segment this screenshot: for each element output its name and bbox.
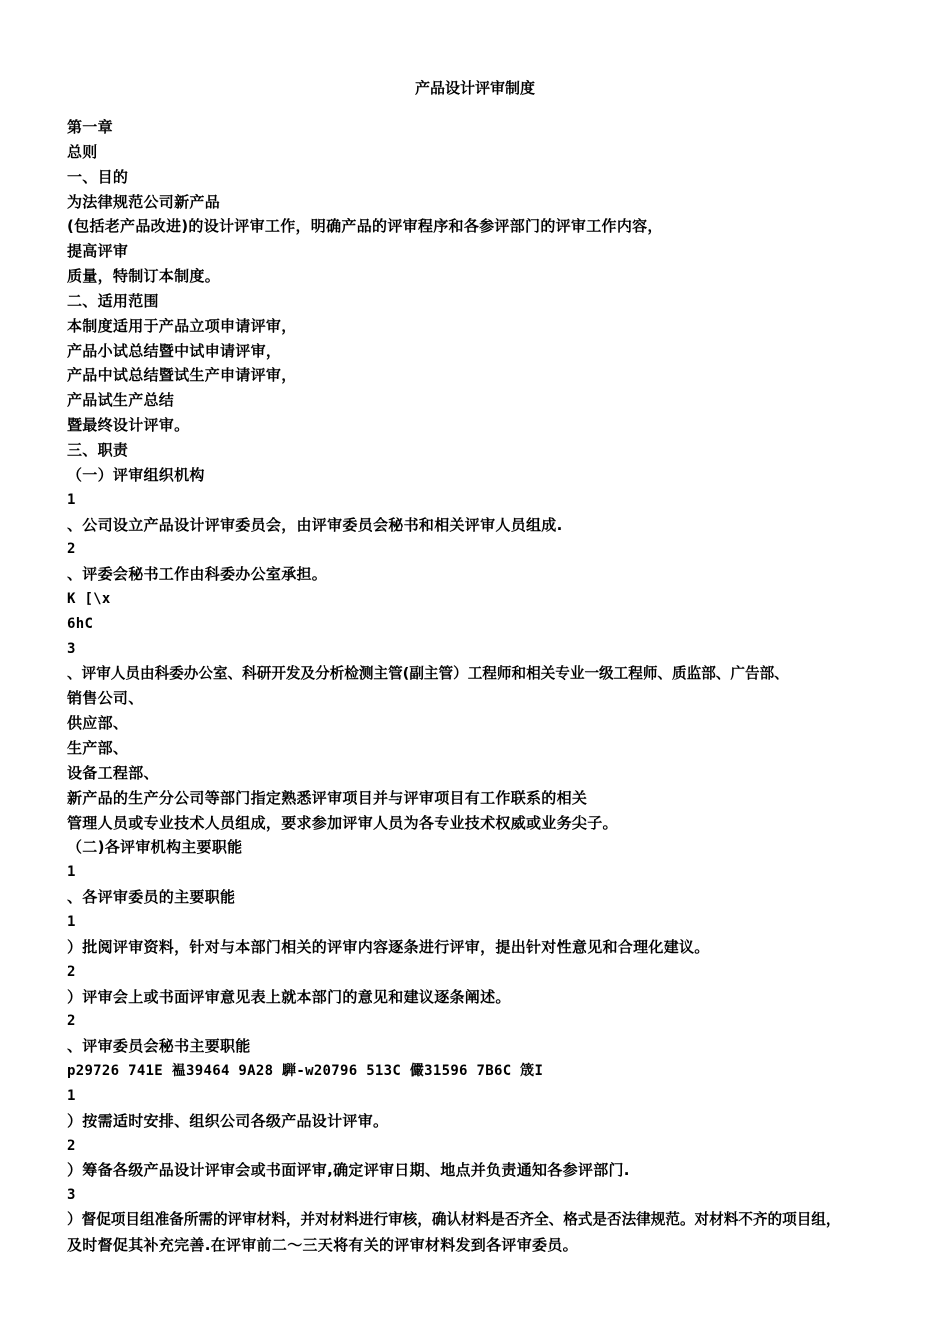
body-line: 、评审委员会秘书主要职能 — [67, 1037, 251, 1056]
body-line: 、评委会秘书工作由科委办公室承担。 — [67, 565, 328, 584]
section-heading-duties: 三、职责 — [67, 440, 129, 459]
document-body — [67, 115, 927, 1258]
body-line: 提高评审 — [67, 242, 129, 261]
section-heading-purpose: 一、目的 — [67, 167, 129, 186]
body-line: ）筹备各级产品设计评审会或书面评审,确定评审日期、地点并负责通知各参评部门. — [67, 1161, 630, 1180]
body-line: 管理人员或专业技术人员组成，要求参加评审人员为各专业技术权威或业务尖子。 — [67, 813, 618, 832]
item-number: 1 — [67, 491, 76, 508]
body-line: 产品中试总结暨试生产申请评审， — [67, 366, 297, 385]
item-number: 2 — [67, 1013, 76, 1030]
body-line: 产品小试总结暨中试申请评审， — [67, 341, 282, 360]
body-line: ）按需适时安排、组织公司各级产品设计评审。 — [67, 1111, 389, 1130]
section-heading-scope: 二、适用范围 — [67, 291, 159, 310]
body-line: 设备工程部、 — [67, 763, 159, 782]
body-line: 生产部、 — [67, 739, 129, 758]
item-number: 3 — [67, 1187, 76, 1204]
subsection-heading-functions: （二)各评审机构主要职能 — [67, 838, 243, 857]
body-line: (包括老产品改进)的设计评审工作，明确产品的评审程序和各参评部门的评审工作内容， — [67, 217, 663, 236]
body-line: 新产品的生产分公司等部门指定熟悉评审项目并与评审项目有工作联系的相关 — [67, 788, 588, 807]
body-line: ）批阅评审资料，针对与本部门相关的评审内容逐条进行评审，提出针对性意见和合理化建议。 — [67, 937, 710, 956]
item-number: 2 — [67, 1137, 76, 1154]
body-line: ）评审会上或书面评审意见表上就本部门的意见和建议逐条阐述。 — [67, 987, 511, 1006]
body-line: 及时督促其补充完善.在评审前二～三天将有关的评审材料发到各评审委员。 — [67, 1235, 578, 1254]
body-line: 、公司设立产品设计评审委员会，由评审委员会秘书和相关评审人员组成. — [67, 515, 563, 534]
body-line: 本制度适用于产品立项申请评审， — [67, 316, 297, 335]
body-line: ）督促项目组准备所需的评审材料，并对材料进行审核，确认材料是否齐全、格式是否法律规范。对材料不齐的项目组， — [67, 1211, 841, 1229]
item-number: 1 — [67, 914, 76, 930]
body-line: 为法律规范公司新产品 — [67, 192, 221, 211]
body-line: 、评审人员由科委办公室、科研开发及分析检测主管(副主管）工程师和相关专业一级工程师、质监部、广告部、 — [67, 664, 789, 682]
garbled-text: 6hC — [67, 615, 94, 632]
body-line: 、各评审委员的主要职能 — [67, 888, 236, 907]
document-title: 产品设计评审制度 — [414, 79, 535, 97]
chapter-heading: 第一章 — [67, 118, 113, 136]
item-number: 2 — [67, 541, 76, 558]
garbled-text: p29726 741E 褞39464 9A28 騨-w20796 513C 儼31596 7B6C 筬I — [67, 1063, 544, 1080]
subsection-heading-organization: （一）评审组织机构 — [67, 465, 205, 484]
item-number: 1 — [67, 1087, 76, 1104]
body-line: 质量，特制订本制度。 — [67, 267, 221, 286]
body-line: 销售公司、 — [67, 689, 144, 708]
item-number: 2 — [67, 963, 76, 980]
body-line: 供应部、 — [67, 714, 129, 733]
body-line: 产品试生产总结 — [67, 391, 175, 410]
chapter-subtitle: 总则 — [67, 142, 98, 161]
item-number: 3 — [67, 640, 76, 657]
garbled-text: K [\x — [67, 591, 111, 608]
item-number: 1 — [67, 864, 76, 881]
body-line: 暨最终设计评审。 — [67, 416, 190, 435]
